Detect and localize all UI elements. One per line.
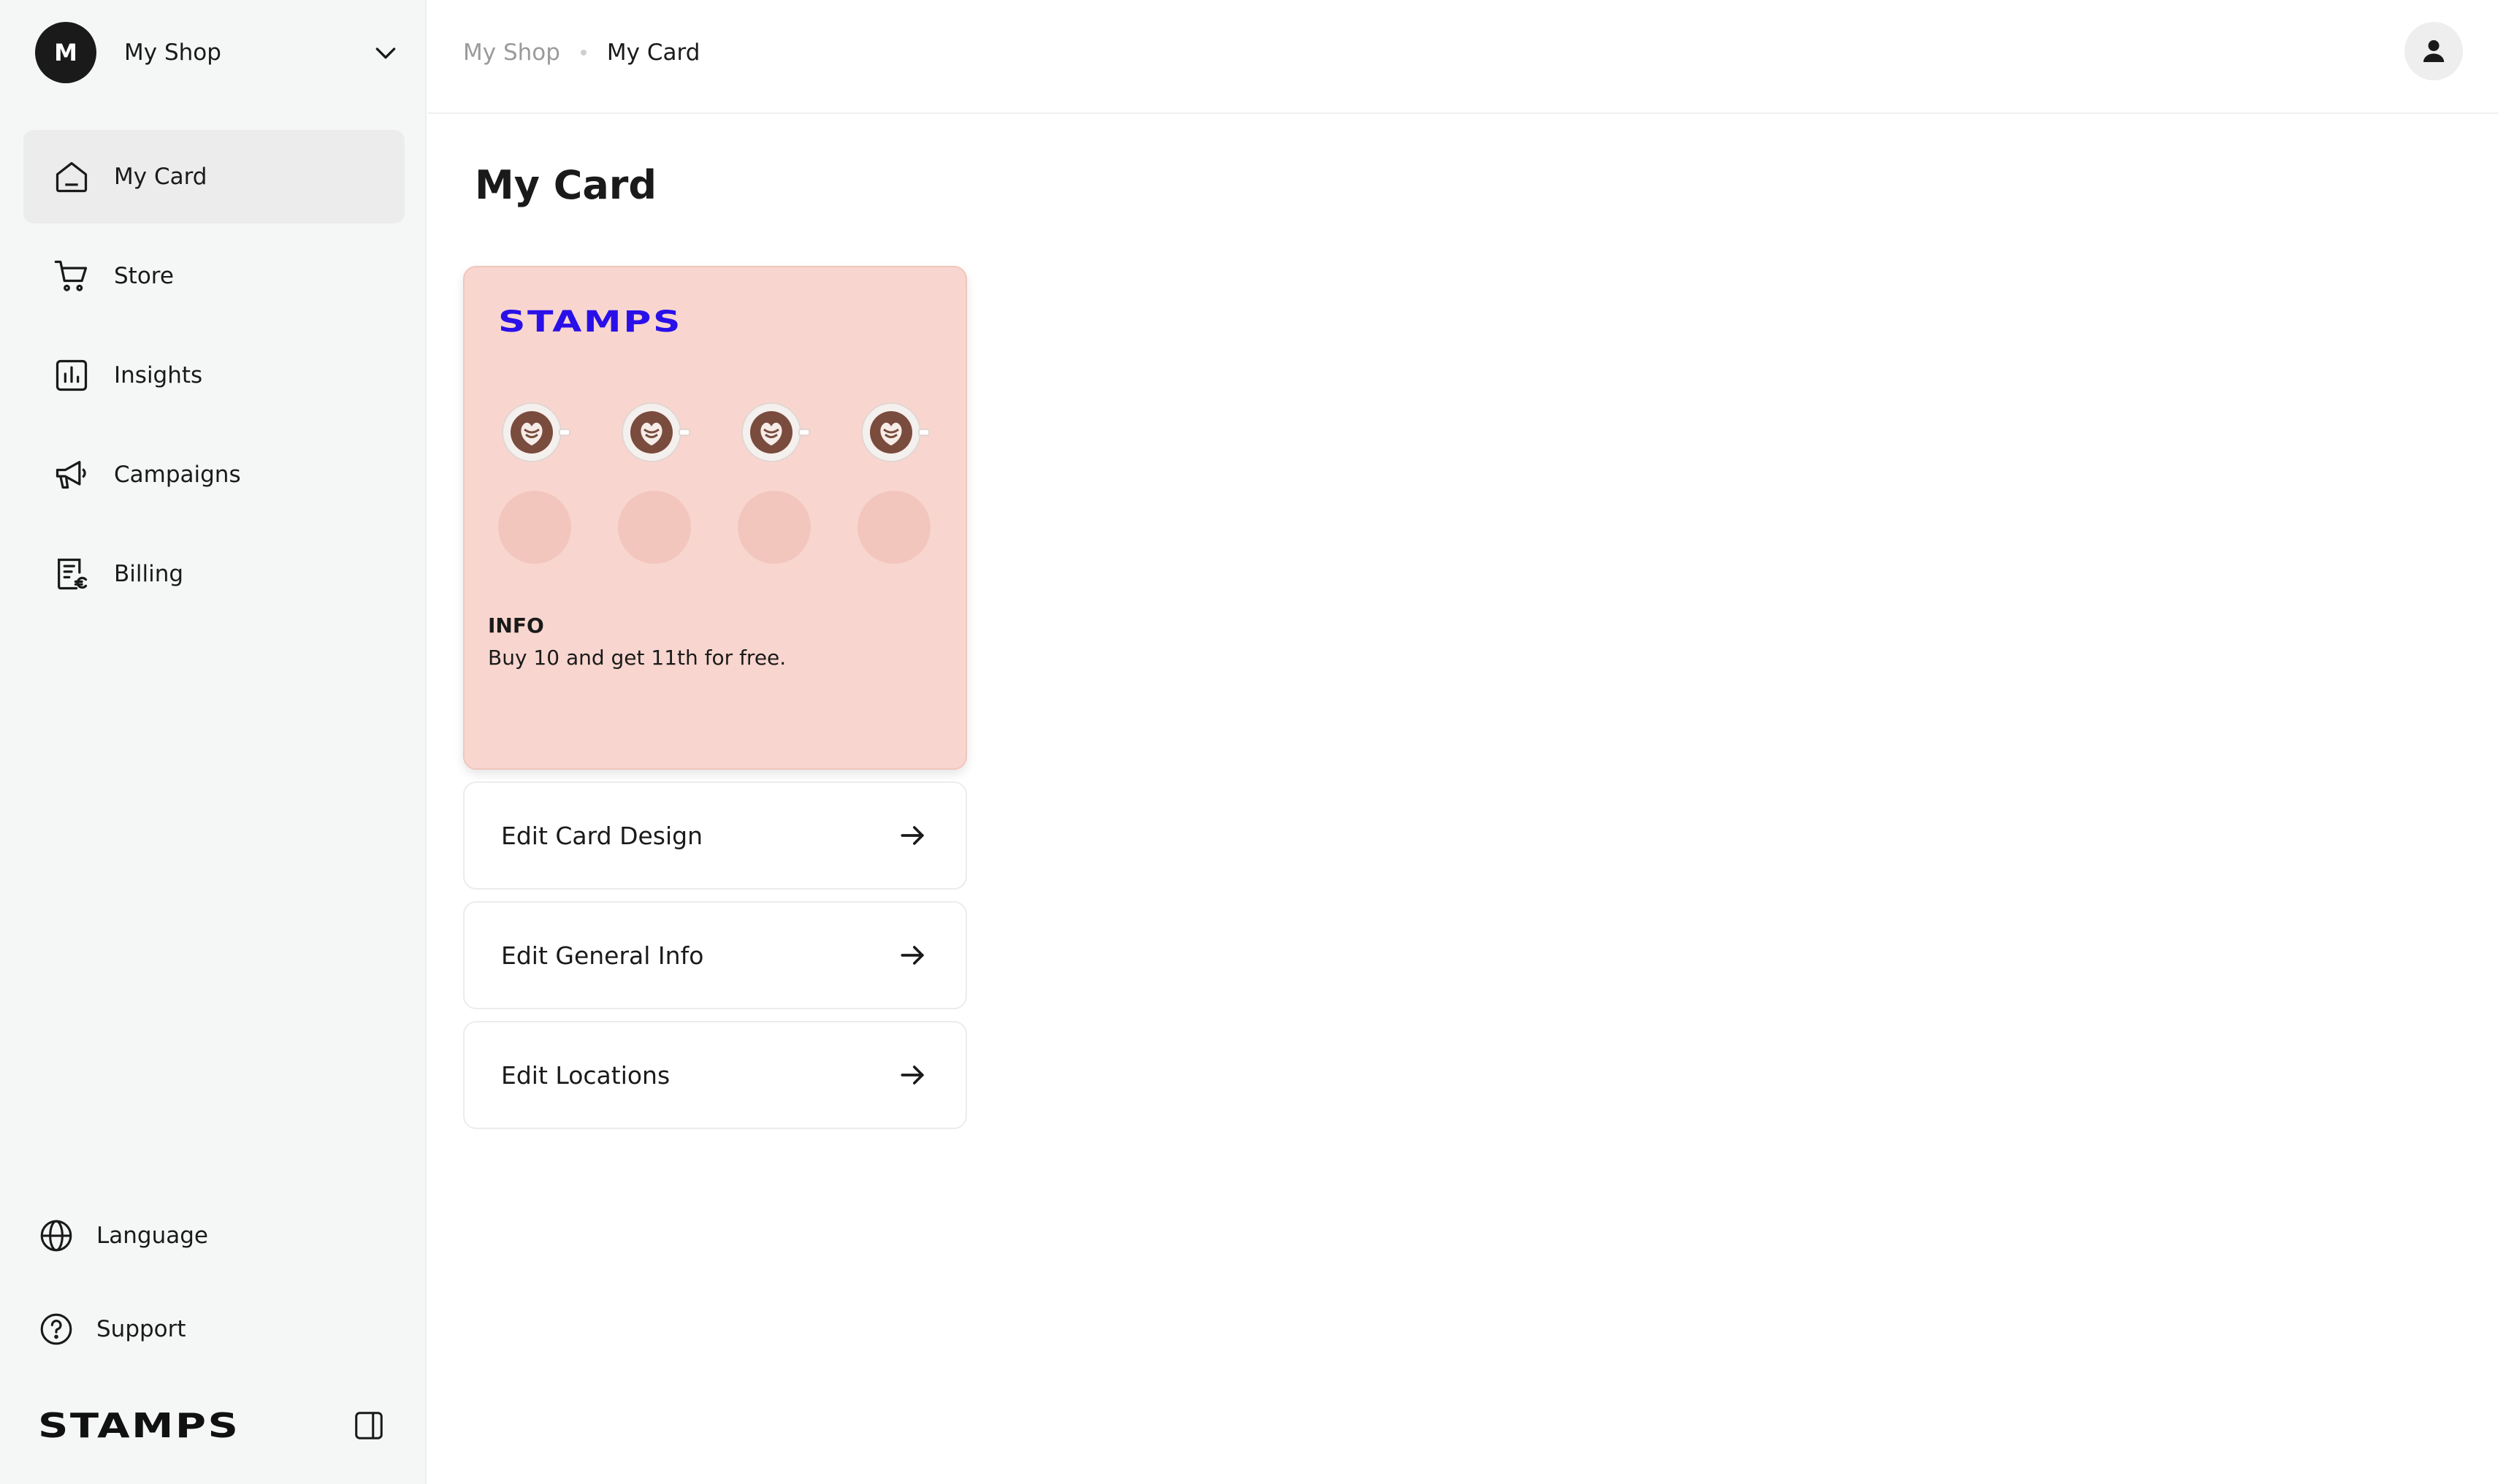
support-link[interactable] <box>38 1306 389 1353</box>
sidebar-item-billing[interactable] <box>23 527 405 621</box>
breadcrumb-separator <box>581 50 587 56</box>
sidebar-item-label: Store <box>114 263 174 289</box>
cart-icon <box>53 257 91 295</box>
arrow-right-icon <box>897 1059 929 1091</box>
empty-stamp-row <box>498 491 936 567</box>
card-info-label: INFO <box>488 613 544 638</box>
sidebar-brand-row <box>38 1402 389 1449</box>
arrow-right-icon <box>897 939 929 971</box>
sidebar-item-label: Insights <box>114 362 203 389</box>
support-label: Support <box>96 1316 186 1342</box>
sidebar-bottom-links <box>38 1212 389 1399</box>
top-header <box>428 0 2498 114</box>
filled-stamp-row <box>498 396 936 472</box>
empty-stamp-slot <box>738 491 811 564</box>
action-label: Edit Locations <box>501 1060 671 1090</box>
sidebar-item-label: Campaigns <box>114 462 241 488</box>
edit-general-info-button[interactable] <box>463 901 967 1009</box>
sidebar-item-label: My Card <box>114 164 207 190</box>
edit-locations-button[interactable] <box>463 1021 967 1129</box>
sidebar-item-my-card[interactable] <box>23 130 405 223</box>
sidebar-toggle-icon[interactable] <box>352 1409 386 1442</box>
chevron-down-icon[interactable] <box>371 38 400 67</box>
shop-name: My Shop <box>124 39 221 66</box>
language-link[interactable] <box>38 1212 389 1259</box>
empty-stamp-slot <box>498 491 571 564</box>
coffee-cup-icon <box>498 396 571 469</box>
breadcrumb-current: My Card <box>606 39 700 66</box>
sidebar-nav <box>23 130 405 627</box>
card-logo: STAMPS <box>498 305 683 339</box>
home-icon <box>53 158 91 196</box>
coffee-cup-icon <box>858 396 931 469</box>
sidebar-item-campaigns[interactable] <box>23 428 405 521</box>
page-title: My Card <box>475 162 657 208</box>
user-icon <box>2419 37 2448 66</box>
euro-receipt-icon <box>53 555 91 593</box>
language-label: Language <box>96 1223 208 1249</box>
card-info-text: Buy 10 and get 11th for free. <box>488 646 787 670</box>
loyalty-card-preview <box>463 266 967 770</box>
arrow-right-icon <box>897 819 929 852</box>
sidebar-item-insights[interactable] <box>23 329 405 422</box>
card-actions <box>463 781 967 1141</box>
coffee-cup-icon <box>738 396 811 469</box>
megaphone-icon <box>53 456 91 494</box>
help-circle-icon <box>38 1311 75 1347</box>
sidebar <box>0 0 427 1484</box>
edit-card-design-button[interactable] <box>463 781 967 890</box>
shop-switcher[interactable] <box>35 20 400 85</box>
user-menu-button[interactable] <box>2405 22 2463 80</box>
bar-chart-icon <box>53 356 91 394</box>
breadcrumb-my-shop[interactable]: My Shop <box>463 39 560 66</box>
coffee-cup-icon <box>618 396 691 469</box>
breadcrumb <box>463 39 700 66</box>
sidebar-item-label: Billing <box>114 561 184 587</box>
action-label: Edit Card Design <box>501 821 703 850</box>
empty-stamp-slot <box>618 491 691 564</box>
empty-stamp-slot <box>858 491 931 564</box>
sidebar-item-store[interactable] <box>23 229 405 323</box>
brand-logo: STAMPS <box>38 1406 240 1445</box>
action-label: Edit General Info <box>501 941 704 970</box>
globe-icon <box>38 1217 75 1254</box>
shop-avatar: M <box>35 22 96 83</box>
